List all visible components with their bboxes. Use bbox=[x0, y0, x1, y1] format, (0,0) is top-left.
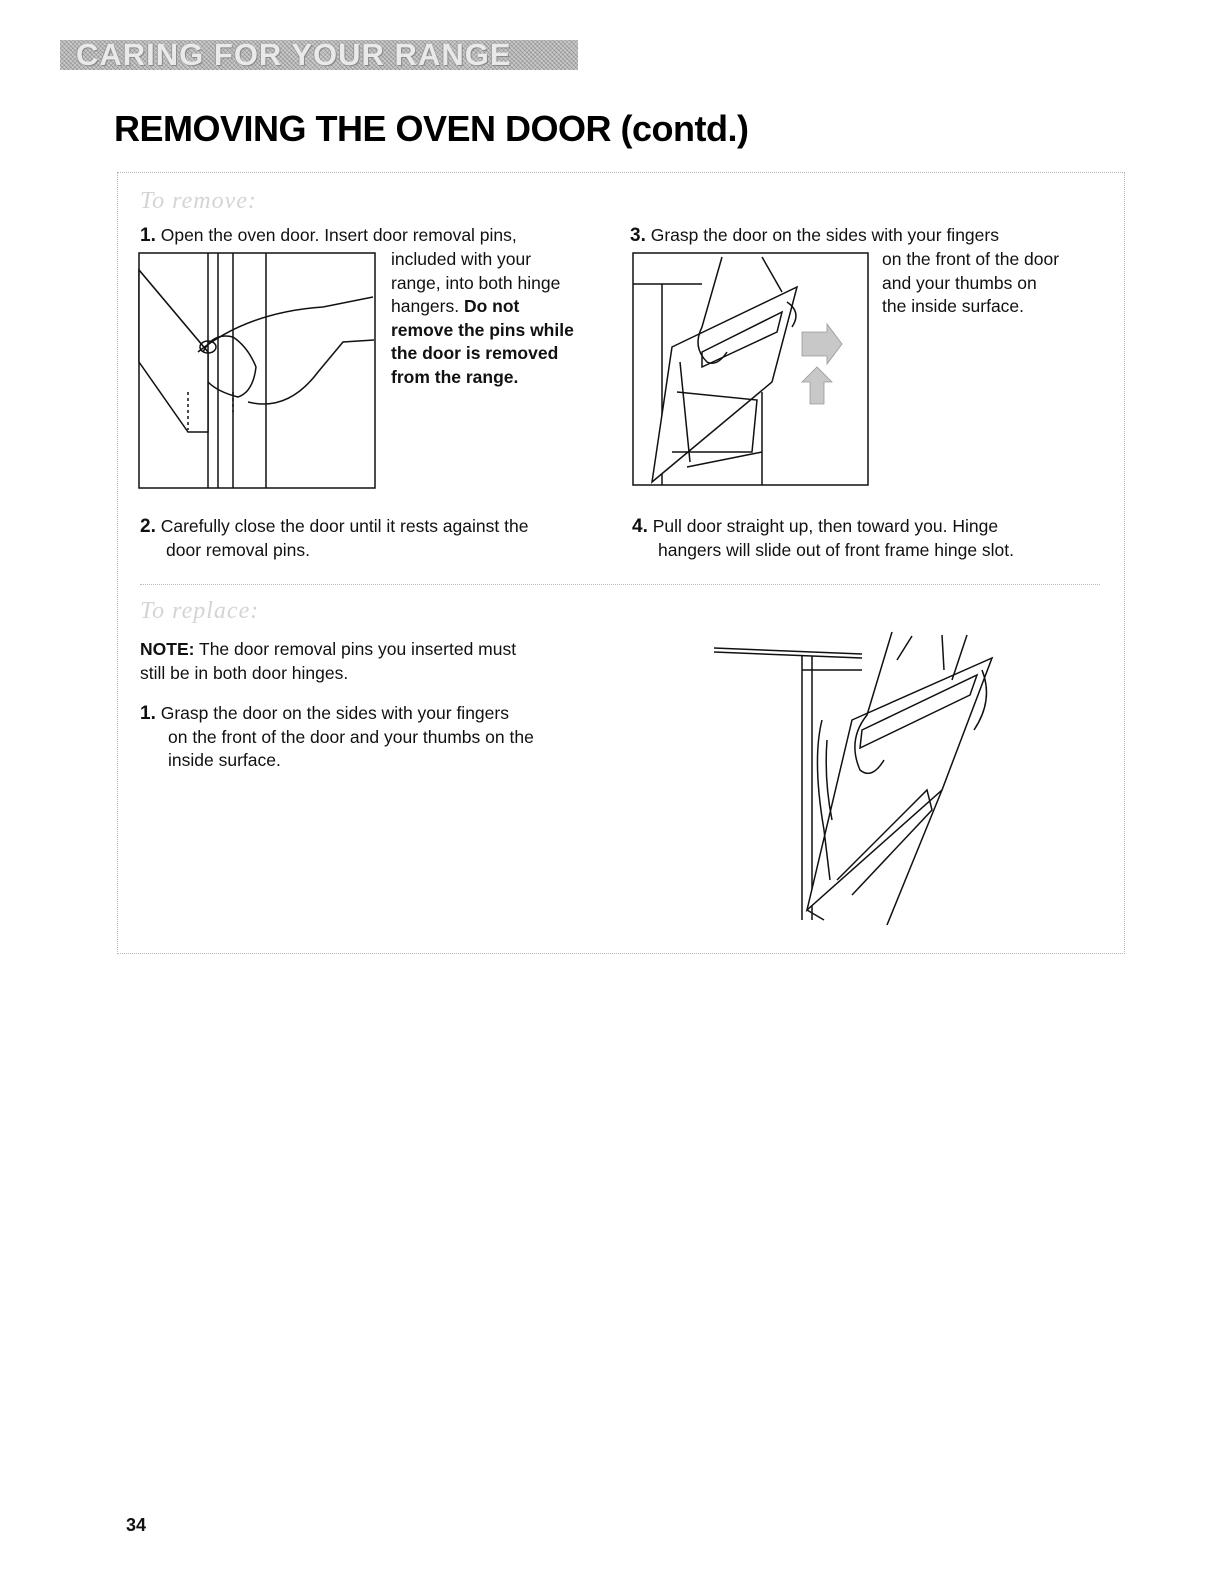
note-label: NOTE: bbox=[140, 639, 195, 659]
step-text-line: on the front of the door bbox=[882, 249, 1060, 269]
step-text-line: included with your bbox=[391, 249, 532, 269]
step-text: Pull door straight up, then toward you. Hinge bbox=[652, 516, 999, 536]
step-text-line: hangers. bbox=[391, 296, 460, 316]
warning-text: the door is removed bbox=[391, 343, 559, 363]
note-text: still be in both door hinges. bbox=[140, 662, 349, 683]
step-text: on the front of the door and your thumbs on the bbox=[168, 726, 534, 747]
page-title: REMOVING THE OVEN DOOR (contd.) bbox=[114, 108, 749, 149]
step-text: door removal pins. bbox=[166, 539, 310, 560]
remove-step-4 bbox=[632, 515, 1102, 562]
step-text: hangers will slide out of front frame hinge slot. bbox=[658, 539, 1015, 560]
replace-note bbox=[140, 638, 610, 685]
replace-door-illustration bbox=[712, 630, 1012, 930]
warning-text: from the range. bbox=[391, 366, 519, 387]
step-text-line: and your thumbs on bbox=[882, 272, 1037, 293]
section-banner bbox=[60, 40, 578, 70]
section-divider bbox=[140, 584, 1100, 585]
section-banner-text: CARING FOR YOUR RANGE bbox=[76, 40, 512, 70]
step-text: Grasp the door on the sides with your fingers bbox=[160, 703, 509, 723]
warning-text: Do not bbox=[463, 296, 520, 316]
step-number: 2. bbox=[140, 516, 156, 537]
grasp-door-illustration bbox=[632, 252, 872, 488]
remove-heading: To remove: bbox=[140, 188, 257, 214]
replace-step-1 bbox=[140, 702, 610, 773]
warning-text: remove the pins while bbox=[391, 319, 574, 340]
page-number: 34 bbox=[126, 1515, 147, 1535]
step-number: 3. bbox=[630, 225, 646, 246]
remove-step-1 bbox=[140, 224, 517, 248]
remove-step-1-continued bbox=[391, 248, 606, 389]
step-text: Carefully close the door until it rests against the bbox=[160, 516, 529, 536]
insert-pins-illustration bbox=[138, 252, 378, 490]
step-number: 1. bbox=[140, 225, 156, 246]
step-text-line: the inside surface. bbox=[882, 296, 1025, 316]
step-text: Grasp the door on the sides with your fingers bbox=[650, 225, 999, 245]
remove-step-3 bbox=[630, 224, 999, 248]
step-text: Open the oven door. Insert door removal pins, bbox=[160, 225, 517, 245]
note-text: The door removal pins you inserted must bbox=[199, 639, 517, 659]
replace-heading: To replace: bbox=[140, 598, 260, 624]
step-text-line: range, into both hinge bbox=[391, 272, 561, 293]
step-number: 1. bbox=[140, 703, 156, 724]
remove-step-2 bbox=[140, 515, 610, 562]
step-text: inside surface. bbox=[168, 750, 281, 770]
remove-step-3-continued bbox=[882, 248, 1102, 319]
step-number: 4. bbox=[632, 516, 648, 537]
